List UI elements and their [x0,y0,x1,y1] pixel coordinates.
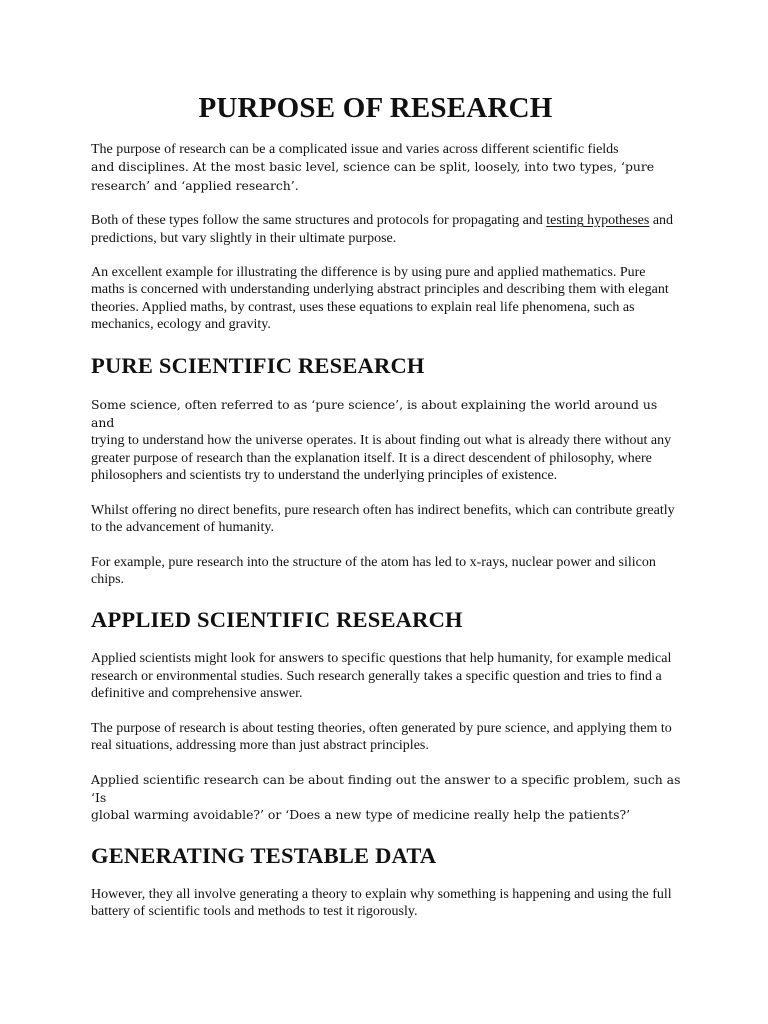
intro-p1-line3: research’ and ‘applied research’. [91,177,299,193]
intro-p1-line1: The purpose of research can be a complicated issue and varies across different scientific fields [91,142,619,157]
applied-paragraph-1: Applied scientists might look for answers to specific questions that help humanity, for example medical research or environmental studies. Such research generally takes a specific question and tries to find a definitive and comprehensive answer. [91,651,672,702]
pure-paragraph-3: For example, pure research into the structure of the atom has led to x-rays, nuclear power and silicon chips. [91,554,656,587]
pure-research-heading: PURE SCIENTIFIC RESEARCH [91,352,425,378]
pure-paragraph-1 [91,396,681,485]
applied-paragraph-3 [91,771,681,823]
intro-paragraph-2 [91,212,681,247]
applied-p3-line1: Applied scientific research can be about finding out the answer to a specific problem, such as ‘Is [91,772,681,805]
applied-p3-line2: global warming avoidable?’ or ‘Does a new type of medicine really help the patients?’ [91,807,631,823]
document-page [91,0,681,920]
pure-paragraph-2: Whilst offering no direct benefits, pure research often has indirect benefits, which can contribute greatly to the advancement of humanity. [91,502,675,536]
intro-p2-after: and predictions, but vary slightly in their ultimate purpose. [91,213,674,246]
pure-p1-rest: trying to understand how the universe operates. It is about finding out what is already there without any greater purpose of research than the explanation itself. It is a direct descendent of philosophy, where philosophers and scientists try to understand the underlying principles of existence. [91,433,672,484]
generating-data-heading: GENERATING TESTABLE DATA [91,842,437,868]
intro-p2-before: Both of these types follow the same structures and protocols for propagating and [91,213,547,229]
intro-paragraph-3: An excellent example for illustrating the difference is by using pure and applied mathematics. Pure maths is concerned with understanding underlying abstract principles and describing them with elegant theories. Applied maths, by contrast, uses these equations to explain real life phenomena, such as mechanics, ecology and gravity. [91,265,669,333]
page-title: PURPOSE OF RESEARCH [198,92,553,124]
testing-hypotheses-link[interactable]: testing hypotheses [546,213,650,229]
intro-paragraph-1 [91,141,681,195]
generating-paragraph-1: However, they all involve generating a theory to explain why something is happening and using the full battery of scientific tools and methods to test it rigorously. [91,886,672,919]
applied-paragraph-2: The purpose of research is about testing theories, often generated by pure science, and applying them to real situations, addressing more than just abstract principles. [91,720,672,753]
pure-p1-line1: Some science, often referred to as ‘pure science’, is about explaining the world around us and [91,396,658,431]
intro-p1-line2: and disciplines. At the most basic level, science can be split, loosely, into two types, ‘pure [91,159,655,175]
applied-research-heading: APPLIED SCIENTIFIC RESEARCH [91,607,463,633]
